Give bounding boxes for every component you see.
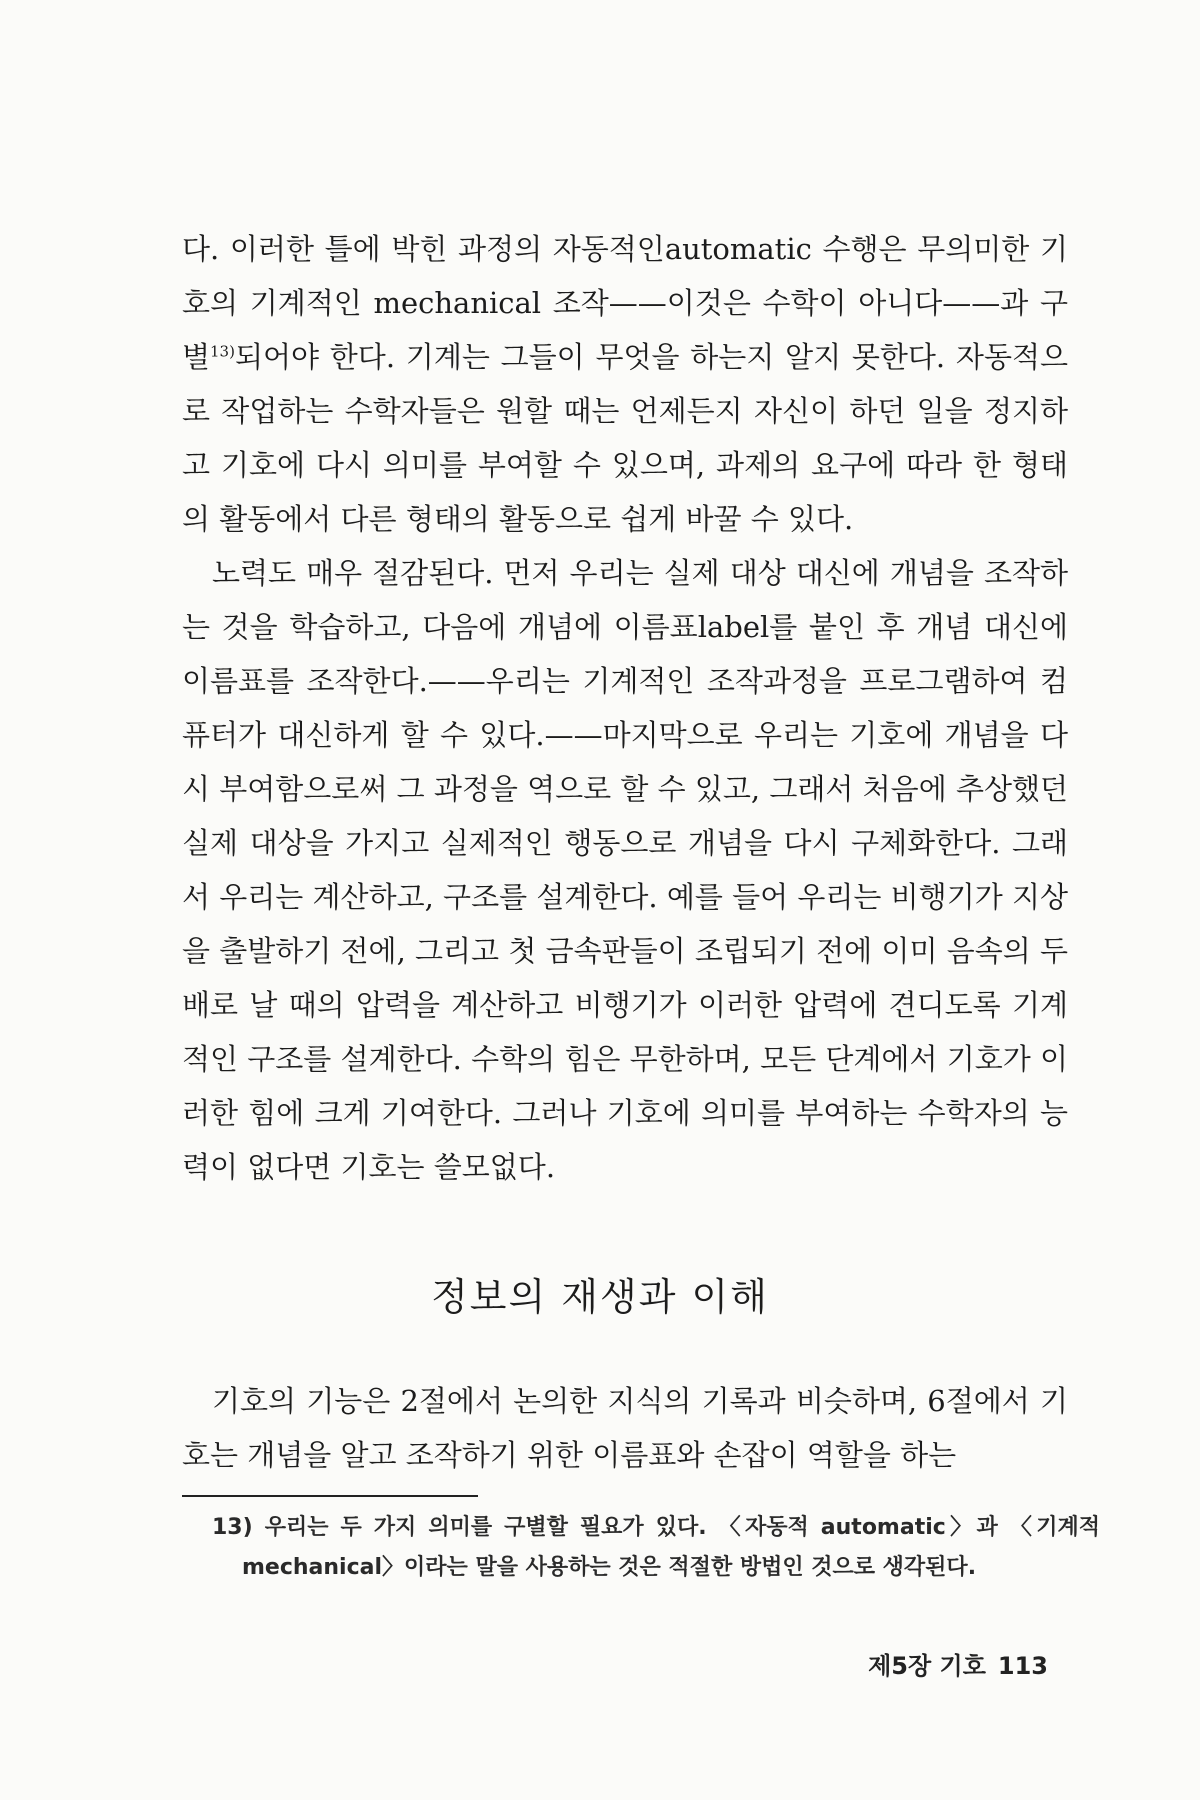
page-number: 113 xyxy=(997,1652,1048,1680)
section-heading: 정보의 재생과 이해 xyxy=(431,1275,769,1319)
main-body-text xyxy=(182,222,1068,1194)
running-footer xyxy=(868,1648,1048,1684)
paragraph-1-part-a: 다. 이러한 틀에 박힌 과정의 자동적인automatic 수행은 무의미한 기호의 기계적인 mechanical 조작——이것은 수학이 아니다——과 구별 xyxy=(182,232,1068,374)
footnote-separator xyxy=(182,1495,478,1497)
section-paragraph: 기호의 기능은 2절에서 논의한 지식의 기록과 비슷하며, 6절에서 기호는 개념을 알고 조작하기 위한 이름표와 손잡이 역할을 하는 xyxy=(182,1384,1068,1472)
paragraph-2: 노력도 매우 절감된다. 먼저 우리는 실제 대상 대신에 개념을 조작하는 것을 학습하고, 다음에 개념에 이름표label를 붙인 후 개념 대신에 이름표를 조작한다.——우리는 기계적인 조작과정을 프로그램하여 컴퓨터가 대신하게 할 수 있다.——마지막으로 우리는 기호에 개념을 다시 부여함으로써 그 과정을 역으로 할 수 있고, 그래서 처음에 추상했던 실제 대상을 가지고 실제적인 행동으로 개념을 다시 구체화한다. 그래서 우리는 계산하고, 구조를 설계한다. 예를 들어 우리는 비행기가 지상을 출발하기 전에, 그리고 첫 금속판들이 조립되기 전에 이미 음속의 두 배로 날 때의 압력을 계산하고 비행기가 이러한 압력에 견디도록 기계적인 구조를 설계한다. 수학의 힘은 무한하며, 모든 단계에서 기호가 이러한 힘에 크게 기여한다. 그러나 기호에 의미를 부여하는 수학자의 능력이 없다면 기호는 쓸모없다. xyxy=(182,556,1068,1184)
chapter-title: 제5장 기호 xyxy=(868,1652,986,1680)
paragraph-1-part-b: 되어야 한다. 기계는 그들이 무엇을 하는지 알지 못한다. 자동적으로 작업하는 수학자들은 원할 때는 언제든지 자신이 하던 일을 정지하고 기호에 다시 의미를 부여할 수 있으며, 과제의 요구에 따라 한 형태의 활동에서 다른 형태의 활동으로 쉽게 바꿀 수 있다. xyxy=(182,340,1068,536)
footnote-reference-13: 13) xyxy=(210,342,235,361)
paragraph-1 xyxy=(182,222,1068,546)
footnote-13: 13) 우리는 두 가지 의미를 구별할 필요가 있다. 〈자동적 automatic〉과 〈기계적 mechanical〉이라는 말을 사용하는 것은 적절한 방법인 것으로 생각된다. xyxy=(212,1515,1100,1580)
